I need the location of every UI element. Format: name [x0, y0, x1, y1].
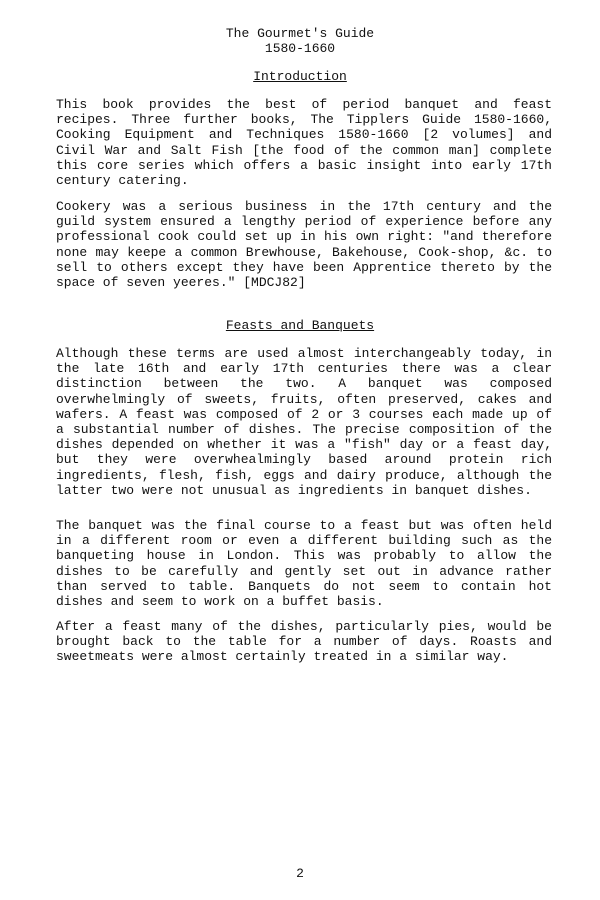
- book-years: 1580-1660: [264, 41, 336, 56]
- title-block: [0, 26, 600, 56]
- page-number: 2: [296, 866, 304, 881]
- feasts-paragraph-1: Although these terms are used almost interchangeably today, in the late 16th and early 17th centuries there was a clear distinction between the two. A banquet was composed overwhelmingly of sweets, fruits, often preserved, cakes and wafers. A feast was composed of 2 or 3 courses each made up of a substantial number of dishes. The precise composition of the dishes depended on whether it was a "fish" day or a feast day, but they were overwhealmingly based around protein rich ingredients, flesh, fish, eggs and dairy produce, although the latter two were not unusual as ingredients in banquet dishes.: [56, 346, 552, 498]
- feasts-heading: Feasts and Banquets: [225, 318, 375, 333]
- feasts-paragraph-3: After a feast many of the dishes, particularly pies, would be brought back to the table for a number of days. Roasts and sweetmeats were almost certainly treated in a similar way.: [56, 619, 552, 665]
- intro-paragraph-2: Cookery was a serious business in the 17th century and the guild system ensured a lengthy period of experience before any professional cook could set up in his own right: "and therefore none may keepe a common Brewhouse, Bakehouse, Cook-shop, &c. to sell to others except they have been Apprentice thereto by the space of seven yeeres." [MDCJ82]: [56, 199, 552, 291]
- introduction-heading: Introduction: [253, 69, 347, 84]
- feasts-paragraph-2: The banquet was the final course to a feast but was often held in a different room or even a different building such as the banqueting house in London. This was probably to allow the dishes to be carefully and gently set out in advance rather than served to table. Banquets do not seem to contain hot dishes and seem to work on a buffet basis.: [56, 518, 552, 610]
- intro-paragraph-1: This book provides the best of period banquet and feast recipes. Three further books, The Tipplers Guide 1580-1660, Cooking Equipment and Techniques 1580-1660 [2 volumes] and Civil War and Salt Fish [the food of the common man] complete this core series which offers a basic insight into early 17th century catering.: [56, 97, 552, 189]
- book-title: The Gourmet's Guide: [225, 26, 375, 41]
